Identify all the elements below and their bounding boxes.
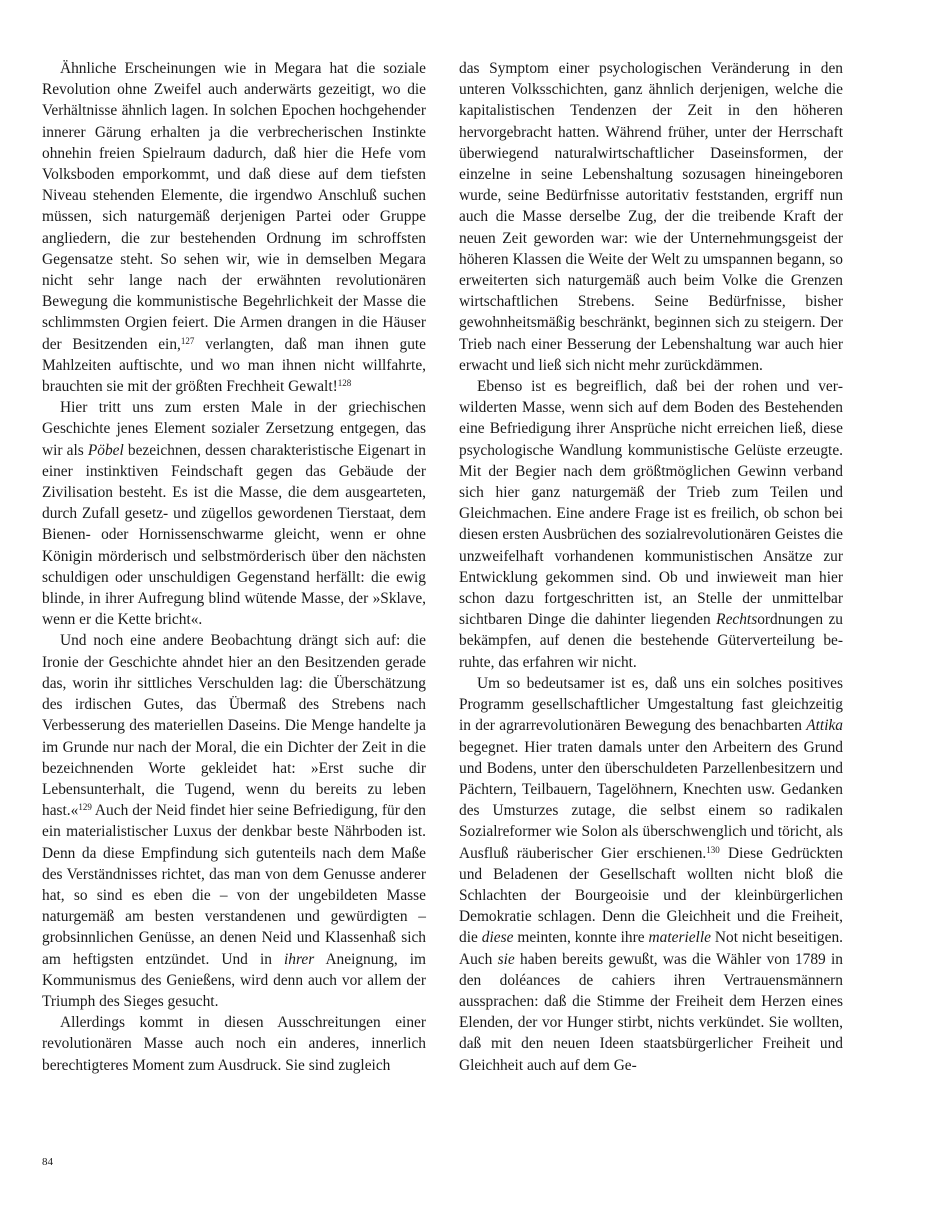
italic-text: materielle: [648, 929, 711, 947]
footnote-marker: 129: [78, 802, 92, 813]
footnote-marker: 130: [706, 844, 720, 855]
italic-text: Rechts: [716, 611, 758, 629]
paragraph: [42, 58, 426, 397]
text-run: verlangten, daß man ihnen gute Mahlzeiten auftischte, und wo man ihnen nicht willfahrte, brauchten sie mit der größten Frechheit Gewalt!: [42, 335, 427, 396]
text-run: Hier tritt uns zum ersten Male in der griechischen Geschichte jenes Element sozialer Zersetzung entgegen, das wir als: [42, 399, 426, 459]
text-run: Um so bedeutsamer ist es, daß uns ein solches positives Programm gesellschaftlicher Umgestaltung fast gleichzeitig in der agrarrevolutionären Bewegung des benachbarten: [459, 674, 843, 735]
text-run: Auch der Neid findet hier seine Befriedigung, für den ein materialistischer Luxus der denkbar beste Nährboden ist. Denn da diese Empfindung sich gutenteils nach dem Maße des Verständnisses richtet, das man von dem Genusse anderer hat, so sind es eben die – von der ungebildeten Masse naturgemäß am besten verstandenen und gewürdigten – grobsinnlichen Genüsse, an denen Neid und Klassenhaß sich am heftigsten entzündet. Und in: [42, 802, 426, 968]
paragraph: [459, 376, 843, 673]
paragraph: [459, 673, 843, 1076]
text-run: ordnungen zu bekämpfen, auf denen die bestehende Güterverteilung beruhte, das erfahren wir nicht.: [459, 611, 844, 671]
italic-text: diese: [481, 929, 514, 947]
left-text-column: [42, 58, 426, 1076]
text-run: das Symptom einer psychologischen Veränderung in den unteren Volksschichten, ganz ähnlich derjenigen, welche die kapitalistischen Tendenzen der Zeit in den höheren hervorgebracht hatten. Während früher, unter der Herrschaft überwiegend naturalwirtschaftlicher Daseinsformen, der einzelne in seine Lebenshaltung sozusagen hineingeboren wurde, seine Bedürfnisse autoritativ feststanden, ergriff nun auch die Masse derselbe Zug, der die treibende Kraft der neuen Zeit geworden war: wie der Unternehmungsgeist der höheren Klassen die Weite der Welt zu umspannen begann, so erweiterten sich naturgemäß auch beim Volke die Grenzen wirtschaftlichen Strebens. Seine Bedürfnisse, bisher gewohnheitsmäßig beschränkt, beginnen sich zu steigern. Der Trieb nach einer Besserung der Lebenshaltung war auch hier erwacht und ließ sich nicht mehr zurückdämmen.: [459, 60, 843, 374]
text-run: haben bereits gewußt, was die Wähler von 1789 in den doléances de cahiers ihren Vertrauensmännern aussprachen: daß die Stimme der Freiheit dem Herzen eines Elenden, der vor Hunger stirbt, nichts verkündet. Sie wollten, daß mit den neuen Ideen staatsbürgerlicher Freiheit und Gleichheit auch auf dem Ge-: [459, 950, 843, 1074]
paragraph: [42, 397, 426, 630]
text-run: meinten, konnte ihre: [513, 929, 649, 947]
text-run: Aneignung, im Kommunismus des Genießens, wird denn auch vor allem der Triumph des Sieges gesucht.: [42, 950, 426, 1010]
text-run: begegnet. Hier traten damals unter den Arbeitern des Grund und Bodens, unter den überschuldeten Parzellenbesitzern und Pächtern, Teilbauern, Tagelöhnern, Knechten usw. Gedanken des Umsturzes zutage, die selbst einem so radikalen Sozialreformer wie Solon als überschwenglich und töricht, als Ausfluß räuberischer Gier erschienen.: [459, 738, 843, 862]
text-run: Ebenso ist es begreiflich, daß bei der rohen und verwilderten Masse, wenn sich auf dem Boden des Bestehenden eine Befriedigung ihrer Ansprüche nicht erreichen ließ, diese psychologische Wandlung kommunistische Gelüste erzeugte. Mit der Begier nach dem größtmöglichen Gewinn verband sich hier ganz naturgemäß der Trieb zum Teilen und Gleichmachen. Eine andere Frage ist es freilich, ob schon bei diesen ersten Ausbrüchen des sozialrevolutionären Geistes die unzweifelhaft vorhandenen kommunistischen Ansätze zur Entwicklung gekommen sind. Ob und inwieweit man hier schon dazu fortgeschritten ist, an Stelle der unmittelbar sichtbaren Dinge die dahinter liegenden: [459, 378, 843, 629]
footnote-marker: 127: [180, 335, 195, 346]
text-run: Not nicht beseitigen. Auch: [459, 929, 843, 968]
italic-text: Pöbel: [87, 441, 124, 459]
text-run: Und noch eine andere Beobachtung drängt sich auf: die Ironie der Geschichte ahndet hier an den Besitzenden gerade das, worin ihr sittliches Verschulden lag: die Überschätzung des irdischen Gutes, das Übermaß des Strebens nach Verbesserung des materiellen Daseins. Die Menge handelte ja im Grunde nur nach der Moral, die ein Dichter der Zeit in die bezeichnenden Worte gekleidet hat: »Erst suche dir Lebensunterhalt, die Tugend, wenn du bereits zu leben hast.«: [42, 632, 426, 820]
paragraph-continuation: [459, 58, 843, 376]
paragraph: [42, 1012, 426, 1076]
text-run: bezeichnen, dessen charakteristische Eigenart in einer instinktiven Feindschaft gegen das Gebäude der Zivilisation besteht. Es ist die Masse, die dem ausgearteten, durch Zufall gesetz- und zügellos gewordenen Tierstaat, dem Bienen- oder Hornissenschwarme gleicht, wenn er ohne Königin mörderisch und selbstmörderisch über den nächsten schuldigen oder unschuldigen Gegenstand herfällt: die ewig blinde, in ihrer Aufregung blind wütende Masse, der »Sklave, wenn er die Kette bricht«.: [42, 441, 427, 629]
page-number: 84: [42, 1156, 53, 1168]
text-run: Diese Gedrückten und Beladenen der Gesellschaft wollten nicht bloß die Schlachten der Bourgeoisie und der kleinbürgerlichen Demokratie schlagen. Denn die Gleichheit und die Freiheit, die: [459, 844, 843, 947]
footnote-marker: 128: [337, 378, 352, 389]
paragraph: [42, 630, 426, 1012]
italic-text: Attika: [806, 717, 843, 735]
italic-text: ihrer: [284, 950, 315, 968]
text-run: Ähnliche Erscheinungen wie in Megara hat die soziale Revolution ohne Zweifel auch anderwärts gezeitigt, wo die Verhältnisse ähnlich lagen. In solchen Epochen hochgehender innerer Gärung erhalten ja die verbrecherischen Instinkte ohnehin freien Spielraum dadurch, daß hier die Hefe vom Volksboden emporkommt, und daß diese auf dem tiefsten Niveau stehenden Elemente, die irgendwo Anschluß suchen müssen, sich naturgemäß derjenigen Partei oder Gruppe angliedern, die zur bestehenden Ordnung im schroffsten Gegensatze steht. So sehen wir, wie in demselben Megara nicht sehr lange nach der erwähnten revolutionären Bewegung die kommunistische Begehrlichkeit der Masse die schlimmsten Orgien feiert. Die Armen drangen in die Häuser der Besitzenden ein,: [42, 60, 426, 353]
italic-text: sie: [497, 950, 515, 968]
right-text-column: [459, 58, 843, 1076]
text-run: Allerdings kommt in diesen Ausschreitungen einer revolutionären Masse auch noch ein anderes, innerlich berechtigteres Moment zum Ausdruck. Sie sind zugleich: [42, 1014, 426, 1074]
